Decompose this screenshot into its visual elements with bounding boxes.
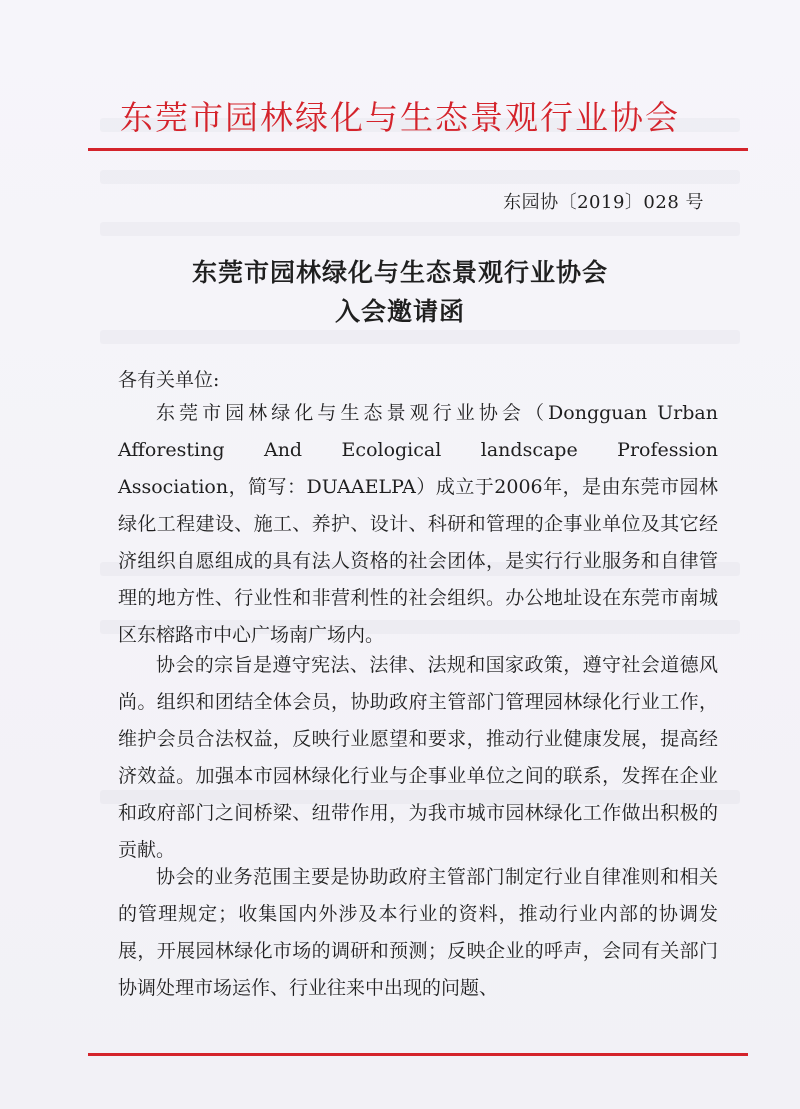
body-paragraph-purpose: 协会的宗旨是遵守宪法、法律、法规和国家政策，遵守社会道德风尚。组织和团结全体会员，协助政府主管部门管理园林绿化行业工作，维护会员合法权益，反映行业愿望和要求，推动行业健康发展，提高经济效益。加强本市园林绿化行业与企事业单位之间的联系，发挥在企业和政府部门之间桥梁、纽带作用，为我市城市园林绿化工作做出积极的贡献。 <box>118 654 718 861</box>
document-number: 东园协〔2019〕028 号 <box>503 192 704 213</box>
show-through-mark <box>100 330 740 344</box>
letter-title-line1: 东莞市园林绿化与生态景观行业协会 <box>191 258 608 287</box>
footer-red-rule <box>88 1053 748 1056</box>
letterhead-red-rule <box>88 148 748 151</box>
body-paragraph-intro: 东莞市园林绿化与生态景观行业协会（Dongguan Urban Afforesting And Ecological landscape Profession Association，简写：DUAAELPA）成立于2006年，是由东莞市园林绿化工程建设、施工、养护、设计、科研和管理的企事业单位及其它经济组织自愿组成的具有法人资格的社会团体，是实行行业服务和自律管理的地方性、行业性和非营利性的社会组织。办公地址设在东莞市南城区东榕路市中心广场南广场内。 <box>118 402 718 646</box>
show-through-mark <box>100 170 740 184</box>
letter-title-line2: 入会邀请函 <box>334 297 465 326</box>
letterhead-organization-name: 东莞市园林绿化与生态景观行业协会 <box>120 98 680 137</box>
salutation: 各有关单位: <box>118 369 220 391</box>
show-through-mark <box>100 222 740 236</box>
body-paragraph-scope: 协会的业务范围主要是协助政府主管部门制定行业自律准则和相关的管理规定；收集国内外涉及本行业的资料，推动行业内部的协调发展，开展园林绿化市场的调研和预测；反映企业的呼声，会同有关部门协调处理市场运作、行业往来中出现的问题、 <box>118 866 718 999</box>
